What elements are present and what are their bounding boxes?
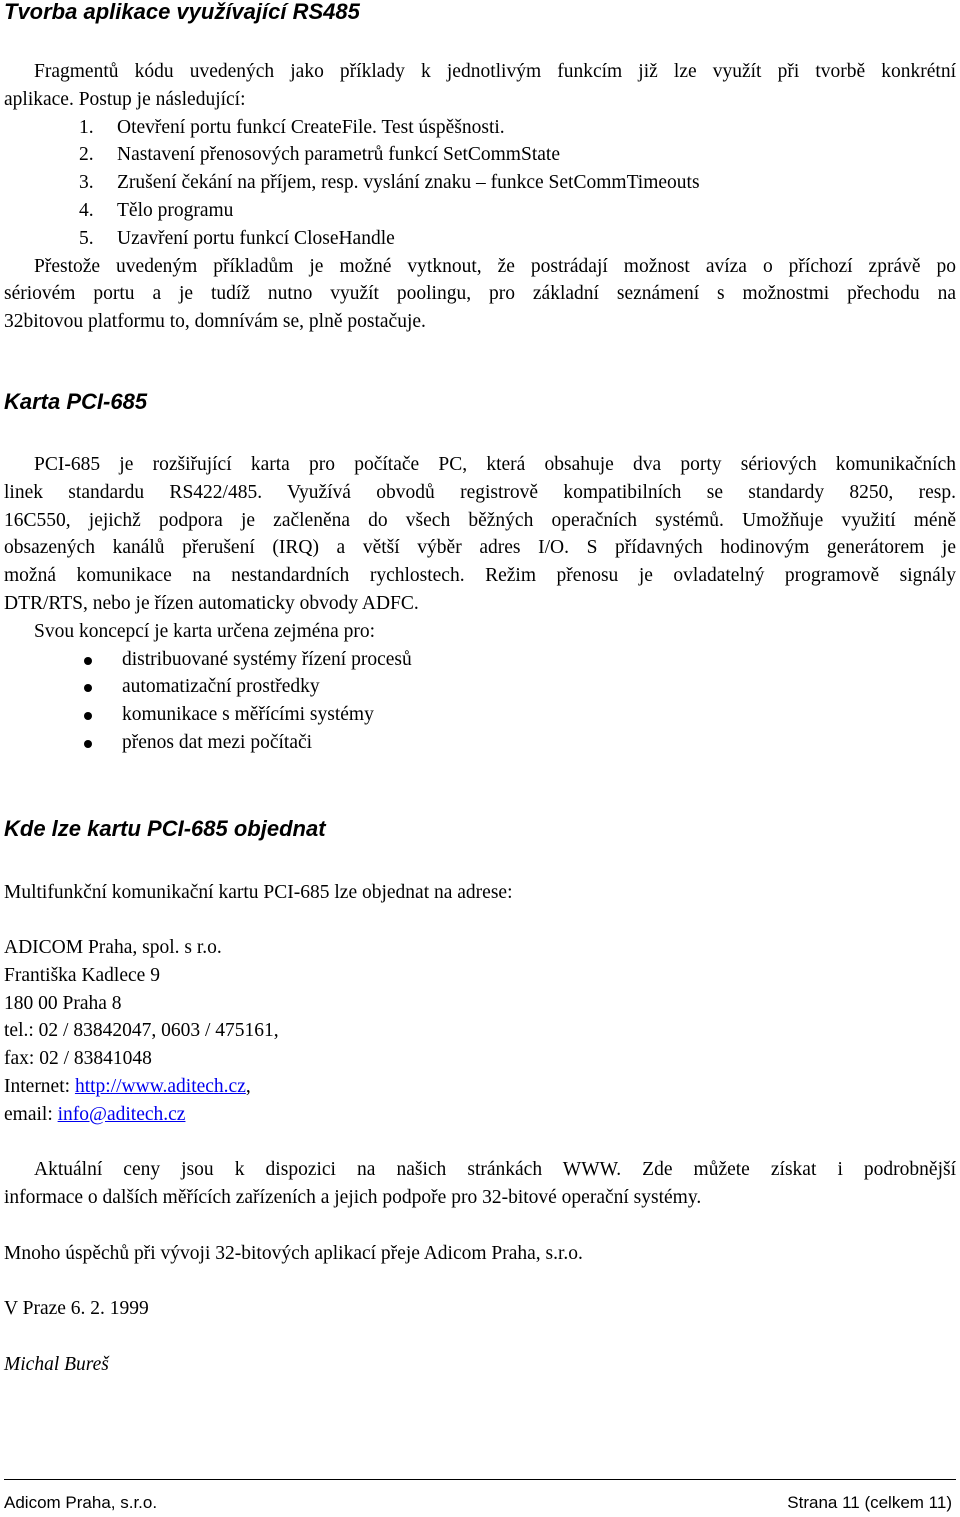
paragraph-line-1: Přestože uvedeným příkladům je možné vytknout, že postrádají možnost avíza o příchozí zprávě po — [34, 255, 956, 277]
order-intro — [4, 879, 956, 907]
address-internet — [4, 1073, 956, 1101]
step-text: Otevření portu funkcí CreateFile. Test úspěšnosti. — [117, 116, 505, 138]
step-number: 4. — [79, 199, 94, 221]
paragraph-line-3: 32bitovou platformu to, domnívám se, plně postačuje. — [4, 311, 426, 333]
bullet-text: distribuované systémy řízení procesů — [122, 648, 412, 670]
step-item — [4, 197, 956, 225]
footer-divider — [4, 1479, 956, 1480]
prices-block — [4, 1156, 956, 1212]
step-item — [4, 141, 956, 169]
section-title-order: Kde lze kartu PCI-685 objednat — [4, 816, 326, 841]
signature-block — [4, 1351, 956, 1379]
card-line-2: linek standardu RS422/485. Využívá obvodů registrově kompatibilních se standardy 8250, resp. — [4, 481, 956, 503]
wish-block — [4, 1240, 956, 1268]
bullet-icon — [84, 740, 92, 748]
paragraph-line-2: sériovém portu a je tudíž nutno využít poolingu, pro základní seznámení s možnostmi přechodu na — [4, 283, 956, 305]
date-line: V Praze 6. 2. 1999 — [4, 1298, 149, 1319]
signature-line: Michal Bureš — [4, 1354, 109, 1375]
card-line-4: obsazených kanálů přerušení (IRQ) a větší výběr adres I/O. S přídavných hodinovým generátorem je — [4, 537, 956, 559]
address-company: ADICOM Praha, spol. s r.o. — [4, 937, 222, 958]
email-link[interactable]: info@aditech.cz — [57, 1103, 186, 1125]
address-city: 180 00 Praha 8 — [4, 992, 122, 1014]
rs485-block — [4, 58, 956, 336]
card-line-1: PCI-685 je rozšiřující karta pro počítače PC, která obsahuje dva porty sériových komunikačních — [34, 454, 956, 475]
bullet-item — [4, 646, 956, 674]
step-text: Tělo programu — [117, 199, 234, 221]
address-fax: fax: 02 / 83841048 — [4, 1048, 152, 1070]
intro-line-2: aplikace. Postup je následující: — [4, 88, 246, 110]
footer-company: Adicom Praha, s.r.o. — [4, 1493, 158, 1512]
step-number: 1. — [79, 116, 94, 138]
email-label: email: — [4, 1103, 58, 1125]
bullet-item — [4, 673, 956, 701]
step-text: Zrušení čekání na příjem, resp. vyslání znaku – funkce SetCommTimeouts — [117, 172, 700, 194]
card-line-6: DTR/RTS, nebo je řízen automaticky obvody ADFC. — [4, 592, 419, 614]
step-item — [4, 169, 956, 197]
website-link[interactable]: http://www.aditech.cz — [74, 1075, 246, 1097]
internet-label: Internet: — [4, 1075, 75, 1097]
address-street: Františka Kadlece 9 — [4, 964, 160, 986]
bullet-item — [4, 729, 956, 757]
order-intro-line: Multifunkční komunikační kartu PCI-685 lze objednat na adrese: — [4, 882, 513, 903]
intro-line-1: Fragmentů kódu uvedených jako příklady k jednotlivým funkcím již lze využít při tvorbě konkrétní — [34, 61, 956, 82]
step-text: Uzavření portu funkcí CloseHandle — [117, 227, 395, 249]
page-footer — [4, 1492, 952, 1514]
card-line-3: 16C550, jejichž podpora je začleněna do všech běžných operačních systémů. Umožňuje využití méně — [4, 509, 956, 531]
prices-line-1: Aktuální ceny jsou k dispozici na našich stránkách WWW. Zde můžete získat i podrobnější — [34, 1159, 956, 1180]
date-block — [4, 1295, 956, 1323]
step-number: 5. — [79, 227, 94, 249]
bullet-text: automatizační prostředky — [122, 676, 320, 698]
section-title-pci685: Karta PCI-685 — [4, 389, 148, 414]
bullet-item — [4, 701, 956, 729]
purpose-line: Svou koncepcí je karta určena zejména pro: — [34, 620, 376, 642]
bullet-icon — [84, 657, 92, 665]
step-number: 3. — [79, 172, 94, 194]
card-line-5: možná komunikace na nestandardních rychlostech. Režim přenosu je ovladatelný programově signály — [4, 565, 956, 587]
step-item — [4, 225, 956, 253]
wish-line: Mnoho úspěchů při vývoji 32-bitových aplikací přeje Adicom Praha, s.r.o. — [4, 1243, 583, 1264]
pci685-block — [4, 451, 956, 757]
step-text: Nastavení přenosových parametrů funkcí SetCommState — [117, 144, 560, 166]
address-email — [4, 1101, 956, 1129]
footer-page-number: Strana 11 (celkem 11) — [787, 1493, 952, 1512]
bullet-text: komunikace s měřícími systémy — [122, 704, 374, 726]
step-number: 2. — [79, 144, 94, 166]
internet-suffix: , — [245, 1075, 251, 1097]
address-tel: tel.: 02 / 83842047, 0603 / 475161, — [4, 1020, 279, 1042]
bullet-text: přenos dat mezi počítači — [122, 731, 313, 753]
address-block — [4, 934, 956, 1129]
step-item — [4, 114, 956, 142]
section-title-rs485: Tvorba aplikace využívající RS485 — [4, 0, 360, 24]
prices-line-2: informace o dalších měřících zařízeních a jejich podpoře pro 32-bitové operační systémy. — [4, 1186, 702, 1208]
